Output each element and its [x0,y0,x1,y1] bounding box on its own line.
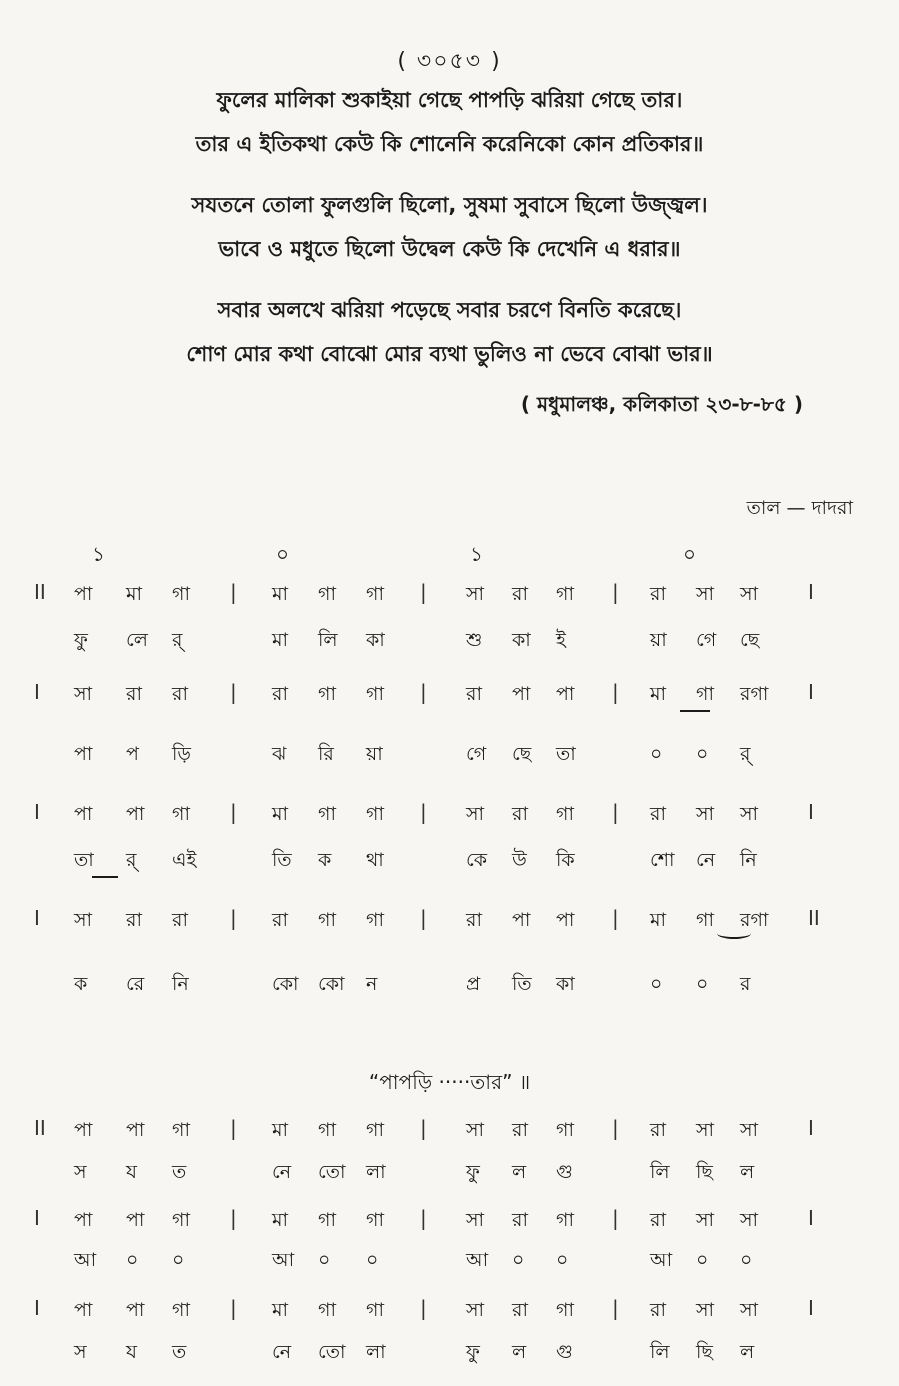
swara-note: রা [650,803,666,825]
vibhag-divider: | [230,800,237,824]
swara-note: রা [272,683,288,705]
lyric-syllable: স [74,1341,87,1363]
beat-markers [0,540,899,570]
lyric-syllable: শো [650,849,675,871]
swara-note: সা [466,1299,485,1321]
lyric-syllable: গু [556,1341,573,1363]
lyric-syllable: প্র [466,973,481,995]
lyric-syllable: ০ [556,1249,569,1271]
swara-note: রা [126,909,142,931]
swara-note: গা [366,583,384,605]
swara-note: রা [512,1299,528,1321]
lyric-row [0,1338,899,1378]
lyric-syllable: ০ [696,973,709,995]
lyric-syllable: ০ [172,1249,185,1271]
row-end-barline: I [808,1206,814,1230]
vibhag-divider: | [230,1296,237,1320]
lyric-syllable: ০ [512,1249,525,1271]
lyric-syllable: আ [650,1249,673,1271]
swara-note: সা [740,583,759,605]
lyric-syllable: ০ [318,1249,331,1271]
vibhag-divider: | [230,1116,237,1140]
swara-note: গা [318,909,336,931]
lyric-syllable: লি [650,1341,670,1363]
swara-note: গা [366,1209,384,1231]
lyric-syllable: পা [74,743,93,765]
lyric-syllable: ক [74,973,88,995]
lyric-syllable: লি [318,629,338,651]
swara-note: সা [696,1299,715,1321]
swara-note: সা [74,683,93,705]
vibhag-divider: | [230,1206,237,1230]
lyric-syllable: ল [740,1341,755,1363]
swara-note: রা [512,1119,528,1141]
swara-note: মা [272,1209,289,1231]
lyric-syllable: ত [172,1341,187,1363]
row-start-barline: I [34,800,40,824]
swara-note: রা [512,1209,528,1231]
meend-mark [680,710,710,712]
lyric-syllable: য়া [650,629,667,651]
swara-row [0,1116,899,1156]
row-start-barline: I [34,1296,40,1320]
lyric-syllable: তো [318,1161,346,1183]
verse-line: শোণ মোর কথা বোঝো মোর ব্যথা ভুলিও না ভেবে বোঝা ভার॥ [186,342,713,366]
swara-row [0,1206,899,1246]
beat-marker: ১ [470,542,483,566]
swara-note: পা [512,683,531,705]
lyric-syllable: কা [512,629,531,651]
lyric-syllable: ০ [650,973,663,995]
beat-marker: ১ [92,542,105,566]
lyric-row [0,626,899,666]
lyric-syllable: কা [366,629,385,651]
row-end-barline: I [808,1116,814,1140]
swara-note: সা [740,803,759,825]
vibhag-divider: | [420,1116,427,1140]
page-number: ( ৩০৫৩ ) [397,49,502,74]
row-end-barline: I [808,580,814,604]
beat-marker: ০ [276,542,290,566]
swara-note: মা [650,683,667,705]
lyric-syllable: স [74,1161,87,1183]
lyric-syllable: ন [366,973,378,995]
lyric-syllable: ০ [740,1249,753,1271]
swara-note: গা [366,909,384,931]
swara-note: মা [272,803,289,825]
swara-note: গা [172,1209,190,1231]
swara-note: সা [696,583,715,605]
vibhag-divider: | [420,1206,427,1230]
vibhag-divider: | [612,800,619,824]
lyric-syllable: রে [126,973,145,995]
lyric-syllable: আ [272,1249,295,1271]
lyric-syllable: র্ [740,743,751,765]
row-end-barline: I [808,1296,814,1320]
lyric-syllable: ছে [740,629,760,651]
swara-note: মা [272,1299,289,1321]
verse-3 [0,288,899,376]
lyric-syllable: ল [512,1161,527,1183]
lyric-syllable: কে [466,849,488,871]
lyric-syllable: শু [466,629,483,651]
swara-row [0,906,899,946]
lyric-syllable: মা [272,629,289,651]
lyric-syllable: তি [512,973,532,995]
swara-note: গা [318,1299,336,1321]
lyric-row [0,1158,899,1198]
swara-note: পা [556,909,575,931]
vibhag-divider: | [612,1296,619,1320]
meend-mark [717,928,751,939]
row-start-barline: I [34,680,40,704]
swara-note: পা [74,1119,93,1141]
lyric-syllable: র [740,973,751,995]
lyric-row [0,846,899,886]
swara-note: রা [650,1209,666,1231]
row-start-barline: I [34,906,40,930]
lyric-syllable: তো [318,1341,346,1363]
vibhag-divider: | [230,680,237,704]
swara-note: গা [556,1209,574,1231]
lyric-syllable: ফু [74,629,88,651]
vibhag-divider: | [420,800,427,824]
swara-note: গা [172,803,190,825]
lyric-syllable: ছি [696,1341,713,1363]
lyric-row [0,1246,899,1286]
swara-note: রা [512,583,528,605]
swara-note: রা [272,909,288,931]
lyric-syllable: ঝ [272,743,287,765]
swara-note: গা [556,803,574,825]
lyric-syllable: রি [318,743,334,765]
lyric-syllable: য [126,1341,137,1363]
lyric-syllable: লা [366,1341,386,1363]
verse-1 [0,78,899,166]
refrain: “পাপড়ি ·····তার” ॥ [368,1070,531,1094]
swara-note: গা [556,1119,574,1141]
swara-note: রগা [740,909,769,931]
lyric-syllable: এই [172,849,197,871]
lyric-syllable: য়া [366,743,383,765]
swara-note: সা [696,1209,715,1231]
lyric-syllable: তা [74,849,94,871]
lyric-syllable: নি [172,973,189,995]
swara-note: গা [318,683,336,705]
swara-note: পা [126,1119,145,1141]
lyric-syllable: ছি [696,1161,713,1183]
lyric-syllable: তি [272,849,292,871]
vibhag-divider: | [612,1206,619,1230]
swara-note: মা [650,909,667,931]
swara-note: পা [74,1299,93,1321]
swara-note: গা [696,683,714,705]
lyric-syllable: আ [74,1249,97,1271]
swara-note: গা [318,803,336,825]
swara-note: সা [466,1209,485,1231]
lyric-syllable: কো [272,973,299,995]
lyric-row [0,970,899,1010]
vibhag-divider: | [230,580,237,604]
vibhag-divider: | [420,906,427,930]
lyric-syllable: ০ [650,743,663,765]
swara-row [0,800,899,840]
swara-note: গা [366,683,384,705]
swara-note: গা [366,803,384,825]
swara-note: গা [696,909,714,931]
swara-note: রা [126,683,142,705]
row-end-barline: I [808,800,814,824]
swara-note: পা [126,803,145,825]
lyric-syllable: গে [696,629,717,651]
swara-row [0,580,899,620]
swara-note: সা [466,1119,485,1141]
swara-note: গা [556,1299,574,1321]
verse-line: সযতনে তোলা ফুলগুলি ছিলো, সুষমা সুবাসে ছিলো উজ্জ্বল। [191,193,708,217]
swara-note: রা [466,909,482,931]
vibhag-divider: | [612,680,619,704]
verse-line: ভাবে ও মধুতে ছিলো উদ্বেল কেউ কি দেখেনি এ ধরার॥ [218,237,681,261]
lyric-syllable: ০ [696,743,709,765]
vibhag-divider: | [612,1116,619,1140]
lyric-syllable: ল [740,1161,755,1183]
swara-note: গা [366,1119,384,1141]
lyric-syllable: ক [318,849,332,871]
lyric-syllable: উ [512,849,527,871]
swara-note: গা [556,583,574,605]
lyric-syllable: গে [466,743,487,765]
swara-note: গা [318,583,336,605]
swara-note: মা [126,583,143,605]
swara-note: সা [740,1119,759,1141]
row-start-barline: II [34,1116,46,1140]
swara-note: গা [172,583,190,605]
lyric-syllable: লা [366,1161,386,1183]
lyric-syllable: ০ [366,1249,379,1271]
swara-note: রা [466,683,482,705]
row-start-barline: I [34,1206,40,1230]
vibhag-divider: | [420,680,427,704]
swara-note: পা [74,583,93,605]
lyric-syllable: ই [556,629,566,651]
swara-note: রা [650,1299,666,1321]
citation: ( মধুমালঞ্চ, কলিকাতা ২৩-৮-৮৫ ) [520,392,803,416]
lyric-syllable: কা [556,973,575,995]
swara-note: গা [318,1119,336,1141]
row-end-barline: I [808,680,814,704]
lyric-syllable: নে [272,1341,292,1363]
vibhag-divider: | [230,906,237,930]
swara-note: গা [366,1299,384,1321]
vibhag-divider: | [420,580,427,604]
meend-mark [92,876,118,878]
verse-line: তার এ ইতিকথা কেউ কি শোনেনি করেনিকো কোন প্রতিকার॥ [195,132,704,156]
swara-note: রা [512,803,528,825]
lyric-row [0,740,899,780]
lyric-syllable: ল [512,1341,527,1363]
lyric-syllable: ছে [512,743,532,765]
lyric-syllable: কি [556,849,575,871]
lyric-syllable: থা [366,849,384,871]
swara-note: পা [512,909,531,931]
swara-note: রগা [740,683,769,705]
swara-note: মা [272,1119,289,1141]
lyric-syllable: প [126,743,139,765]
swara-row [0,680,899,720]
swara-note: গা [172,1119,190,1141]
vibhag-divider: | [612,906,619,930]
lyric-syllable: র্ [126,849,137,871]
verse-line: ফুলের মালিকা শুকাইয়া গেছে পাপড়ি ঝরিয়া গেছে তার। [216,88,683,112]
swara-note: পা [126,1299,145,1321]
swara-note: সা [466,583,485,605]
lyric-syllable: লে [126,629,148,651]
swara-note: গা [318,1209,336,1231]
swara-note: সা [696,1119,715,1141]
lyric-syllable: ত [172,1161,187,1183]
swara-note: সা [740,1209,759,1231]
swara-note: সা [466,803,485,825]
lyric-syllable: কো [318,973,345,995]
swara-note: রা [650,1119,666,1141]
swara-note: সা [74,909,93,931]
lyric-syllable: ফু [466,1161,480,1183]
lyric-syllable: লি [650,1161,670,1183]
lyric-syllable: নি [740,849,757,871]
lyric-syllable: নে [696,849,716,871]
swara-note: রা [650,583,666,605]
swara-row [0,1296,899,1336]
swara-note: মা [272,583,289,605]
vibhag-divider: | [420,1296,427,1320]
swara-note: সা [740,1299,759,1321]
lyric-syllable: ফু [466,1341,480,1363]
verse-line: সবার অলখে ঝরিয়া পড়েছে সবার চরণে বিনতি করেছে। [217,298,682,322]
row-start-barline: II [34,580,46,604]
beat-marker: ০ [683,542,697,566]
swara-note: পা [74,803,93,825]
verse-2 [0,183,899,271]
lyric-syllable: তা [556,743,576,765]
lyric-syllable: নে [272,1161,292,1183]
swara-note: রা [172,683,188,705]
lyric-syllable: আ [466,1249,489,1271]
swara-note: পা [126,1209,145,1231]
lyric-syllable: গু [556,1161,573,1183]
lyric-syllable: ড়ি [172,743,191,765]
lyric-syllable: ০ [696,1249,709,1271]
swara-note: রা [172,909,188,931]
row-end-barline: II [808,906,820,930]
swara-note: পা [74,1209,93,1231]
swara-note: সা [696,803,715,825]
lyric-syllable: য [126,1161,137,1183]
swara-note: পা [556,683,575,705]
taal-label: তাল — দাদরা [746,497,853,519]
lyric-syllable: র্ [172,629,183,651]
lyric-syllable: ০ [126,1249,139,1271]
vibhag-divider: | [612,580,619,604]
swara-note: গা [172,1299,190,1321]
